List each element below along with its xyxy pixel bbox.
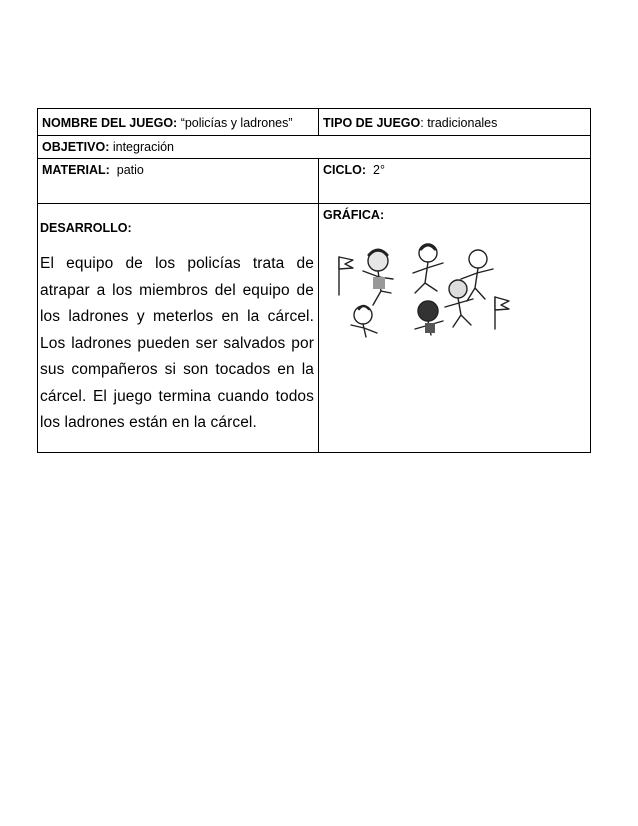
material-value: patio <box>109 163 144 177</box>
cycle-cell <box>319 159 591 204</box>
graphic-label: GRÁFICA: <box>323 208 385 222</box>
game-card <box>37 108 590 453</box>
type-value: : tradicionales <box>420 116 498 130</box>
name-cell <box>38 109 319 136</box>
type-cell <box>319 109 591 136</box>
material-label: MATERIAL: <box>42 163 110 177</box>
cycle-value: 2° <box>366 163 385 177</box>
objective-value: integración <box>109 140 174 154</box>
game-table <box>37 108 591 453</box>
flag-icon-left <box>339 257 353 295</box>
child-figure <box>351 306 377 337</box>
development-label: DESARROLLO: <box>40 221 132 235</box>
objective-label: OBJETIVO: <box>42 140 110 154</box>
child-figure <box>363 250 393 305</box>
illustration-svg <box>333 233 533 343</box>
child-figure <box>413 244 443 293</box>
name-label: NOMBRE DEL JUEGO: <box>42 116 178 130</box>
child-figure <box>415 301 443 335</box>
flag-icon-right <box>495 297 509 329</box>
objective-cell <box>38 136 591 159</box>
name-value: “policías y ladrones” <box>180 116 293 130</box>
child-figure <box>445 280 473 327</box>
cycle-label: CICLO: <box>323 163 367 177</box>
type-label: TIPO DE JUEGO <box>323 116 421 130</box>
graphic-cell <box>319 204 591 453</box>
development-text: El equipo de los policías trata de atrapar a los miembros del equipo de los ladrones y meterlos en la cárcel. Los ladrones pueden ser salvados por sus compañeros si son tocados en la cárcel. El juego termina cuando todos los ladrones están en la cárcel. <box>40 255 314 431</box>
development-cell <box>38 204 319 453</box>
children-playing-illustration <box>333 233 590 348</box>
material-cell <box>38 159 319 204</box>
